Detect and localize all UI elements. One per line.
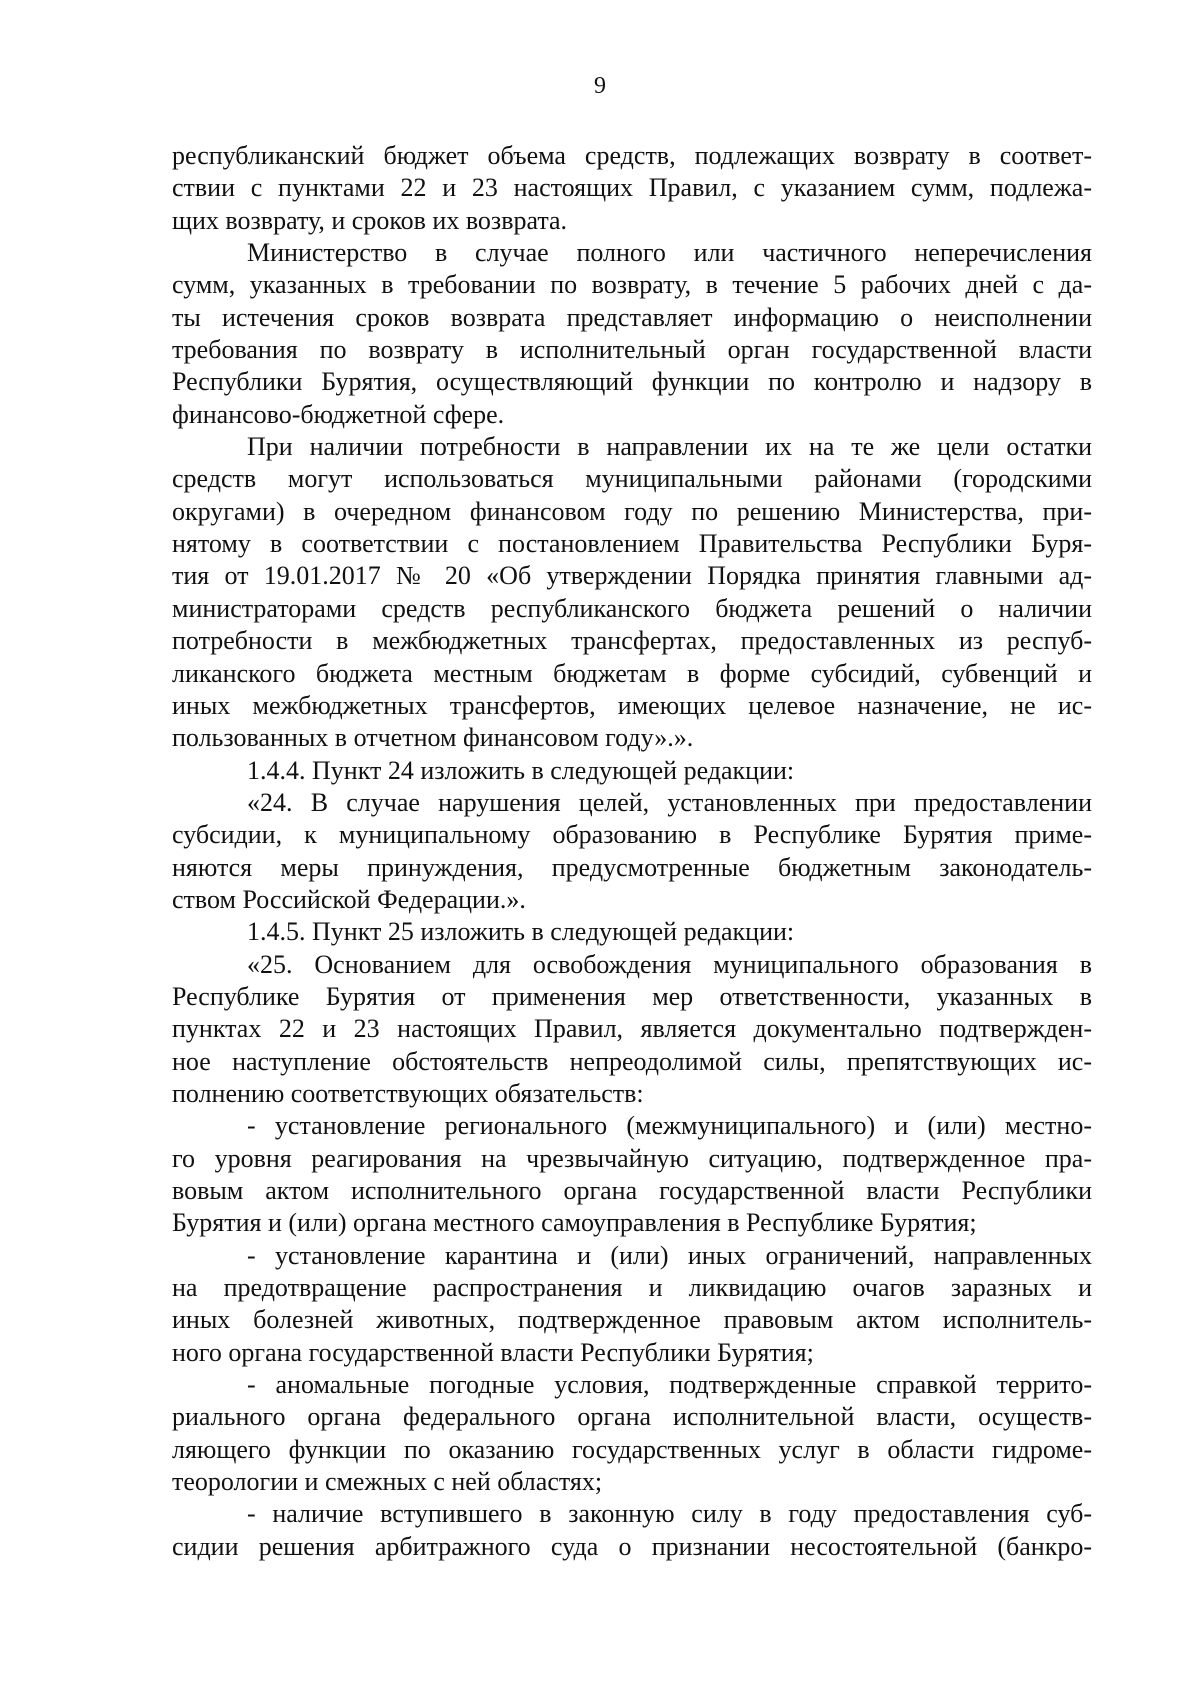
text-line: Республике Бурятия от применения мер ответственности, указанных в bbox=[172, 981, 1092, 1011]
text-line: ное наступление обстоятельств непреодолимой силы, препятствующих ис- bbox=[172, 1046, 1092, 1076]
text-line: Бурятия и (или) органа местного самоуправления в Республике Бурятия; bbox=[172, 1208, 977, 1238]
text-line: округами) в очередном финансовом году по решению Министерства, при- bbox=[172, 496, 1092, 526]
text-line: 1.4.4. Пункт 24 изложить в следующей редакции: bbox=[247, 755, 795, 785]
text-line: министраторами средств республиканского бюджета решений о наличии bbox=[172, 593, 1092, 623]
text-line: тия от 19.01.2017 № 20 «Об утверждении Порядка принятия главными ад- bbox=[172, 561, 1092, 591]
text-line: ляющего функции по оказанию государственных услуг в области гидроме- bbox=[172, 1434, 1092, 1464]
text-line: сидии решения арбитражного суда о признании несостоятельной (банкро- bbox=[172, 1531, 1092, 1561]
text-line: требования по возврату в исполнительный орган государственной власти bbox=[172, 335, 1092, 365]
page-number: 9 bbox=[594, 73, 606, 99]
text-line: пользованных в отчетном финансовом году».». bbox=[172, 723, 694, 753]
text-line: При наличии потребности в направлении их на те же цели остатки bbox=[247, 432, 1092, 462]
text-line: - наличие вступившего в законную силу в году предоставления суб- bbox=[247, 1499, 1092, 1529]
text-line: - аномальные погодные условия, подтвержденные справкой террито- bbox=[247, 1370, 1092, 1400]
text-line: ствии с пунктами 22 и 23 настоящих Правил, с указанием сумм, подлежа- bbox=[172, 173, 1092, 203]
text-line: ликанского бюджета местным бюджетам в форме субсидий, субвенций и bbox=[172, 658, 1092, 688]
text-line: республиканский бюджет объема средств, подлежащих возврату в соответ- bbox=[172, 141, 1092, 170]
text-line: «25. Основанием для освобождения муниципального образования в bbox=[247, 949, 1092, 979]
text-line: риального органа федерального органа исполнительной власти, осуществ- bbox=[172, 1402, 1092, 1432]
text-line: пунктах 22 и 23 настоящих Правил, является документально подтвержден- bbox=[172, 1014, 1092, 1044]
text-line: ного органа государственной власти Республики Бурятия; bbox=[172, 1337, 814, 1367]
text-line: щих возврату, и сроков их возврата. bbox=[172, 205, 568, 235]
text-line: ты истечения сроков возврата представляет информацию о неисполнении bbox=[172, 302, 1092, 332]
text-line: субсидии, к муниципальному образованию в Республике Бурятия приме- bbox=[172, 820, 1092, 850]
text-line: Министерство в случае полного или частичного неперечисления bbox=[247, 238, 1092, 268]
text-line: иных болезней животных, подтвержденное правовым актом исполнитель- bbox=[172, 1305, 1092, 1335]
text-line: финансово-бюджетной сфере. bbox=[172, 399, 505, 429]
text-line: нятому в соответствии с постановлением Правительства Республики Буря- bbox=[172, 529, 1092, 559]
text-line: вовым актом исполнительного органа государственной власти Республики bbox=[172, 1176, 1092, 1205]
text-line: на предотвращение распространения и ликвидацию очагов заразных и bbox=[172, 1273, 1092, 1303]
text-line: иных межбюджетных трансфертов, имеющих целевое назначение, не ис- bbox=[172, 690, 1092, 720]
text-line: потребности в межбюджетных трансфертах, предоставленных из респуб- bbox=[172, 626, 1092, 656]
text-line: 1.4.5. Пункт 25 изложить в следующей редакции: bbox=[247, 917, 795, 947]
text-line: «24. В случае нарушения целей, установленных при предоставлении bbox=[247, 787, 1092, 817]
text-line: средств могут использоваться муниципальными районами (городскими bbox=[172, 464, 1092, 494]
text-line: Республики Бурятия, осуществляющий функции по контролю и надзору в bbox=[172, 367, 1092, 397]
text-line: - установление карантина и (или) иных ограничений, направленных bbox=[247, 1240, 1092, 1270]
text-line: полнению соответствующих обязательств: bbox=[172, 1078, 644, 1108]
text-line: - установление регионального (межмуниципального) и (или) местно- bbox=[247, 1111, 1092, 1141]
text-line: ством Российской Федерации.». bbox=[172, 884, 526, 914]
document-body bbox=[172, 140, 1092, 1563]
text-line: няются меры принуждения, предусмотренные бюджетным законодатель- bbox=[172, 852, 1092, 882]
text-line: го уровня реагирования на чрезвычайную ситуацию, подтвержденное пра- bbox=[172, 1143, 1092, 1173]
text-line: теорологии и смежных с ней областях; bbox=[172, 1467, 603, 1497]
text-line: сумм, указанных в требовании по возврату, в течение 5 рабочих дней с да- bbox=[172, 270, 1092, 300]
